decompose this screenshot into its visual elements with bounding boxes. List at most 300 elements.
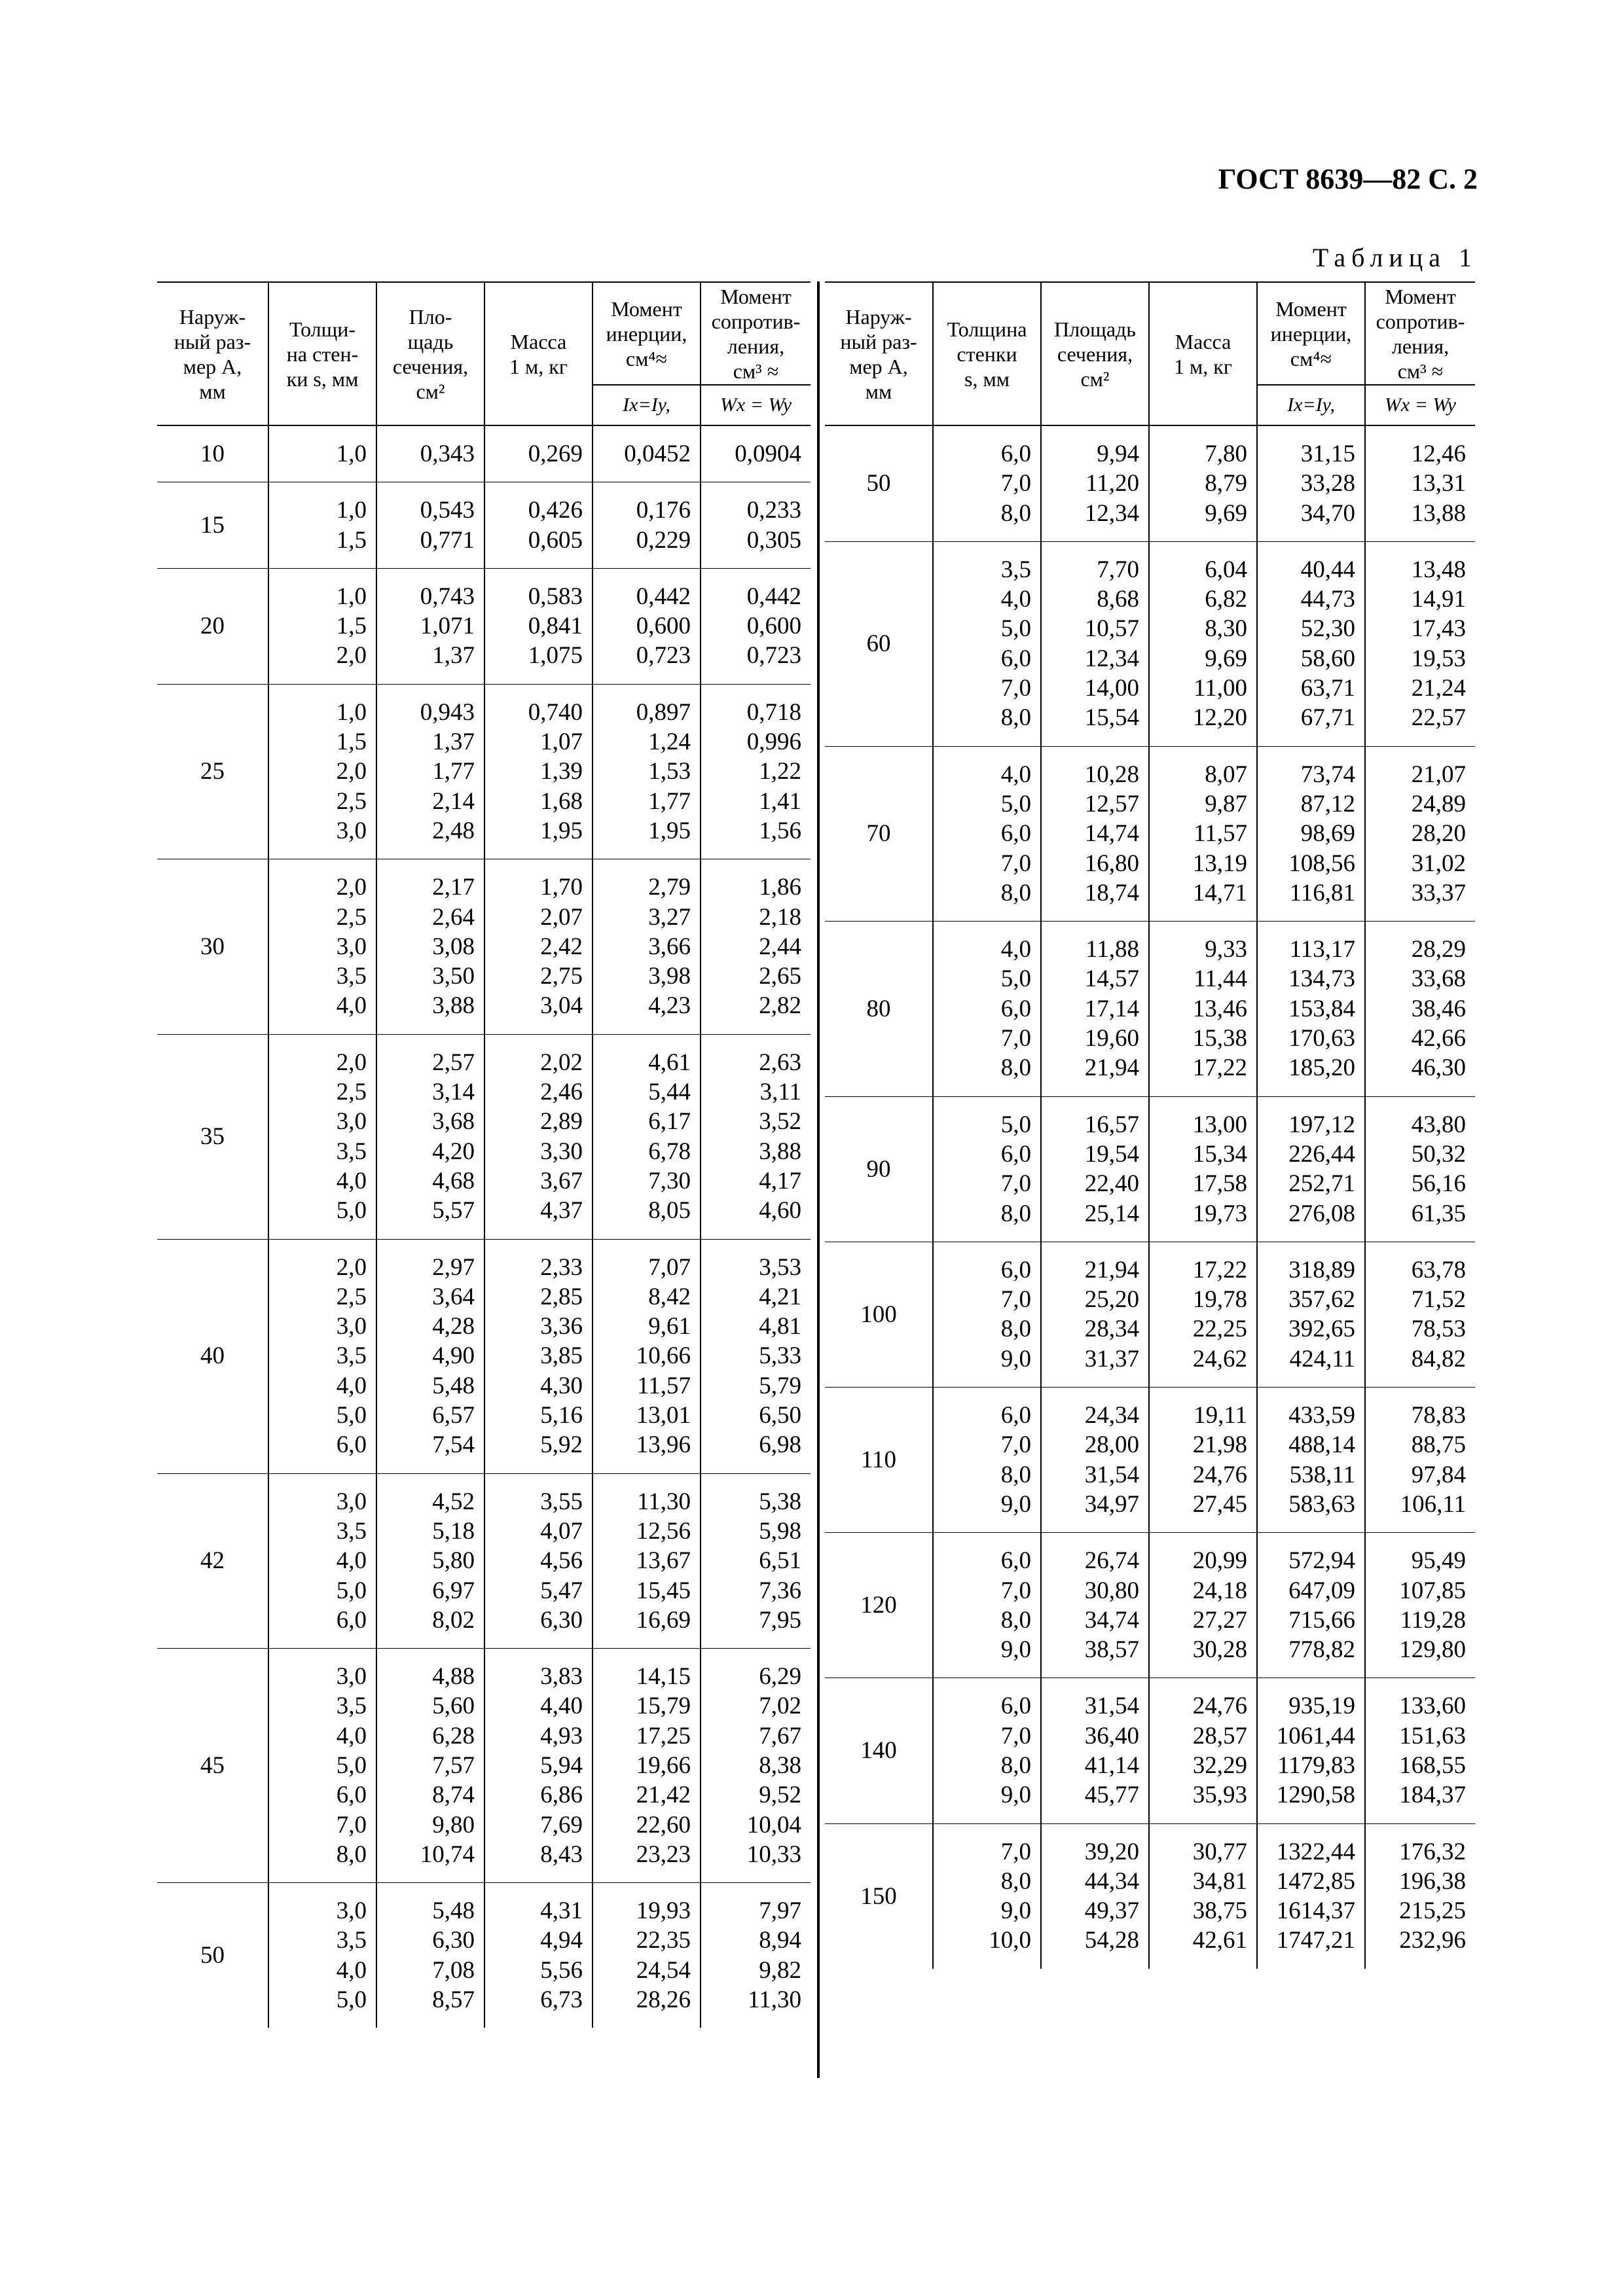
cell-outer-size: 100	[825, 1242, 933, 1387]
value-resistance: 5,98	[759, 1517, 801, 1545]
cell-section-area	[376, 1239, 484, 1473]
cell-mass	[484, 1649, 593, 1883]
value-mass: 5,94	[540, 1751, 583, 1779]
value-mass: 4,94	[540, 1927, 583, 1954]
value-mass: 19,11	[1194, 1402, 1247, 1429]
value-resistance: 19,53	[1411, 645, 1466, 672]
cell-mass	[484, 859, 593, 1034]
value-inertia: 67,71	[1300, 704, 1355, 732]
value-section-area: 18,74	[1084, 879, 1139, 906]
value-resistance: 50,32	[1411, 1140, 1466, 1168]
value-resistance: 196,38	[1399, 1867, 1466, 1895]
value-inertia: 1179,83	[1277, 1751, 1355, 1779]
value-inertia: 1,24	[648, 728, 691, 756]
cell-wall-thickness	[268, 684, 376, 859]
value-mass: 17,58	[1192, 1170, 1247, 1198]
value-inertia: 276,08	[1288, 1200, 1355, 1227]
value-inertia: 11,30	[637, 1488, 691, 1515]
value-resistance: 33,68	[1411, 965, 1466, 993]
value-inertia: 778,82	[1288, 1636, 1355, 1664]
value-inertia: 1061,44	[1276, 1722, 1355, 1749]
value-mass: 0,841	[528, 613, 583, 640]
cell-outer-size: 45	[157, 1649, 268, 1883]
value-resistance: 8,38	[759, 1751, 801, 1779]
col-resistance-sub: Wx = Wy	[1365, 385, 1475, 425]
cell-resistance	[1365, 1096, 1475, 1242]
cell-mass	[484, 568, 593, 684]
table-row	[825, 1096, 1475, 1242]
value-wall-thickness: 9,0	[1000, 1782, 1031, 1809]
cell-wall-thickness	[933, 1678, 1041, 1823]
value-resistance: 2,63	[759, 1049, 801, 1076]
cell-wall-thickness	[268, 568, 376, 684]
value-wall-thickness: 3,0	[336, 1108, 367, 1136]
cell-mass	[1149, 922, 1257, 1096]
cell-inertia	[593, 1883, 701, 2028]
value-wall-thickness: 3,5	[1000, 556, 1031, 583]
value-mass: 13,00	[1192, 1111, 1247, 1138]
value-section-area: 12,57	[1084, 790, 1139, 817]
value-section-area: 7,08	[432, 1956, 475, 1984]
value-mass: 9,87	[1205, 790, 1247, 817]
value-inertia: 170,63	[1288, 1025, 1355, 1052]
table-row	[157, 684, 811, 859]
value-resistance: 106,11	[1400, 1490, 1466, 1518]
value-wall-thickness: 8,0	[336, 1840, 367, 1868]
value-inertia: 4,61	[648, 1049, 691, 1076]
value-inertia: 197,12	[1288, 1111, 1355, 1138]
value-wall-thickness: 2,5	[336, 787, 367, 815]
value-resistance: 176,32	[1399, 1838, 1466, 1865]
value-wall-thickness: 8,0	[1000, 1200, 1031, 1227]
value-mass: 1,68	[540, 787, 583, 815]
value-section-area: 21,94	[1084, 1054, 1139, 1082]
value-wall-thickness: 6,0	[1000, 440, 1031, 467]
table-row	[157, 482, 811, 569]
value-mass: 11,57	[1194, 820, 1247, 848]
value-section-area: 49,37	[1084, 1897, 1139, 1925]
cell-outer-size: 40	[157, 1239, 268, 1473]
value-wall-thickness: 1,5	[336, 613, 367, 640]
value-wall-thickness: 6,0	[1000, 1256, 1031, 1283]
value-resistance: 17,43	[1411, 615, 1466, 643]
cell-section-area	[1041, 1096, 1149, 1242]
cell-inertia	[593, 568, 701, 684]
value-inertia: 1,77	[648, 787, 691, 815]
value-inertia: 0,897	[636, 698, 691, 726]
cell-wall-thickness	[933, 425, 1041, 541]
value-resistance: 13,88	[1411, 499, 1466, 527]
cell-wall-thickness	[268, 1649, 376, 1883]
value-section-area: 4,52	[432, 1488, 475, 1515]
value-mass: 2,46	[540, 1079, 583, 1106]
value-inertia: 3,98	[648, 963, 691, 990]
value-wall-thickness: 4,0	[1000, 586, 1031, 613]
cell-wall-thickness	[268, 1473, 376, 1648]
value-wall-thickness: 3,5	[336, 1517, 367, 1545]
value-wall-thickness: 5,0	[1000, 965, 1031, 993]
value-inertia: 0,442	[636, 583, 691, 610]
value-inertia: 8,05	[648, 1197, 691, 1225]
value-section-area: 2,64	[432, 903, 475, 931]
value-wall-thickness: 8,0	[1000, 499, 1031, 527]
cell-mass	[1149, 746, 1257, 921]
value-mass: 7,69	[540, 1811, 583, 1839]
value-wall-thickness: 7,0	[1000, 1577, 1031, 1604]
value-inertia: 252,71	[1288, 1170, 1355, 1198]
value-mass: 8,43	[540, 1840, 583, 1868]
value-inertia: 1322,44	[1276, 1838, 1355, 1865]
cell-resistance	[701, 1034, 811, 1239]
value-section-area: 9,94	[1097, 440, 1139, 467]
value-resistance: 33,37	[1411, 879, 1466, 906]
value-mass: 20,99	[1192, 1547, 1247, 1575]
value-section-area: 30,80	[1084, 1577, 1139, 1604]
value-inertia: 6,17	[648, 1108, 691, 1136]
col-resistance: Момент сопротив- ления, см³ ≈	[1365, 282, 1475, 385]
value-section-area: 36,40	[1084, 1722, 1139, 1749]
value-resistance: 12,46	[1411, 440, 1466, 467]
cell-section-area	[376, 859, 484, 1034]
cell-mass	[1149, 1678, 1257, 1823]
value-section-area: 4,88	[432, 1663, 475, 1691]
cell-mass	[484, 684, 593, 859]
value-wall-thickness: 3,0	[336, 1313, 367, 1340]
value-resistance: 0,600	[746, 613, 801, 640]
value-inertia: 34,70	[1300, 499, 1355, 527]
value-wall-thickness: 8,0	[1000, 1461, 1031, 1488]
left-table	[157, 281, 811, 2028]
value-wall-thickness: 7,0	[1000, 1286, 1031, 1314]
cell-inertia	[593, 684, 701, 859]
cell-mass	[484, 1473, 593, 1648]
value-resistance: 7,97	[759, 1897, 801, 1925]
value-resistance: 6,29	[759, 1663, 801, 1691]
value-resistance: 28,29	[1411, 936, 1466, 963]
cell-inertia	[1257, 1678, 1365, 1823]
value-section-area: 5,18	[432, 1517, 475, 1545]
value-mass: 19,73	[1192, 1200, 1247, 1227]
value-section-area: 0,343	[420, 440, 475, 467]
value-mass: 4,31	[540, 1897, 583, 1925]
value-wall-thickness: 6,0	[1000, 1140, 1031, 1168]
cell-resistance	[701, 482, 811, 569]
value-wall-thickness: 3,0	[336, 817, 367, 844]
col-resistance-sub: Wx = Wy	[701, 385, 811, 425]
cell-outer-size: 35	[157, 1034, 268, 1239]
value-inertia: 357,62	[1288, 1286, 1355, 1314]
value-inertia: 24,54	[636, 1956, 691, 1984]
value-mass: 3,04	[540, 992, 583, 1020]
value-section-area: 5,48	[432, 1372, 475, 1399]
value-section-area: 26,74	[1084, 1547, 1139, 1575]
value-inertia: 715,66	[1288, 1606, 1355, 1634]
value-section-area: 2,17	[432, 874, 475, 901]
value-inertia: 6,78	[648, 1138, 691, 1165]
value-resistance: 5,79	[759, 1372, 801, 1399]
col-inertia-sub: Ix=Iy,	[1257, 385, 1365, 425]
value-inertia: 113,17	[1289, 936, 1355, 963]
value-inertia: 1290,58	[1276, 1782, 1355, 1809]
value-inertia: 19,66	[636, 1751, 691, 1779]
value-section-area: 3,68	[432, 1108, 475, 1136]
value-resistance: 88,75	[1411, 1431, 1466, 1459]
value-mass: 0,605	[528, 526, 583, 554]
value-section-area: 6,30	[432, 1927, 475, 1954]
table-row	[157, 1034, 811, 1239]
value-mass: 27,45	[1192, 1490, 1247, 1518]
table-row	[825, 1388, 1475, 1533]
table-row	[825, 1242, 1475, 1387]
table-row	[825, 425, 1475, 541]
cell-wall-thickness	[933, 1823, 1041, 1969]
cell-section-area	[376, 1883, 484, 2028]
cell-mass	[484, 1034, 593, 1239]
value-mass: 0,583	[528, 583, 583, 610]
cell-outer-size: 80	[825, 922, 933, 1096]
value-resistance: 95,49	[1411, 1547, 1466, 1575]
value-resistance: 78,53	[1411, 1316, 1466, 1343]
value-resistance: 1,56	[759, 817, 801, 844]
value-section-area: 4,68	[432, 1167, 475, 1194]
value-section-area: 21,94	[1084, 1256, 1139, 1283]
value-section-area: 0,943	[420, 698, 475, 726]
cell-inertia	[593, 1239, 701, 1473]
cell-section-area	[1041, 922, 1149, 1096]
value-mass: 3,85	[540, 1342, 583, 1370]
cell-section-area	[1041, 1242, 1149, 1387]
cell-wall-thickness	[933, 541, 1041, 746]
value-inertia: 98,69	[1300, 820, 1355, 848]
value-resistance: 6,50	[759, 1402, 801, 1429]
value-resistance: 107,85	[1399, 1577, 1466, 1604]
value-resistance: 38,46	[1411, 995, 1466, 1022]
value-mass: 1,07	[540, 728, 583, 756]
value-resistance: 0,233	[746, 497, 801, 524]
cell-section-area	[376, 1473, 484, 1648]
value-wall-thickness: 6,0	[1000, 1693, 1031, 1720]
value-mass: 15,34	[1192, 1140, 1247, 1168]
value-inertia: 63,71	[1300, 675, 1355, 702]
col-outer-size: Наруж- ный раз- мер A, мм	[825, 282, 933, 425]
table-row	[157, 425, 811, 482]
cell-mass	[484, 1239, 593, 1473]
cell-wall-thickness	[933, 1533, 1041, 1678]
value-mass: 2,07	[540, 903, 583, 931]
value-resistance: 56,16	[1411, 1170, 1466, 1198]
col-resistance: Момент сопротив- ления, см³ ≈	[701, 282, 811, 385]
value-wall-thickness: 5,0	[336, 1751, 367, 1779]
value-resistance: 84,82	[1411, 1345, 1466, 1372]
value-mass: 1,70	[540, 874, 583, 901]
value-section-area: 34,97	[1084, 1490, 1139, 1518]
value-mass: 6,73	[540, 1986, 583, 2014]
value-mass: 38,75	[1192, 1897, 1247, 1925]
value-inertia: 19,93	[636, 1897, 691, 1925]
cell-resistance	[1365, 1678, 1475, 1823]
value-resistance: 6,51	[759, 1547, 801, 1575]
value-wall-thickness: 5,0	[1000, 615, 1031, 643]
value-wall-thickness: 4,0	[1000, 936, 1031, 963]
cell-wall-thickness	[268, 859, 376, 1034]
value-inertia: 3,27	[648, 903, 691, 931]
cell-section-area	[1041, 1678, 1149, 1823]
cell-inertia	[1257, 1242, 1365, 1387]
value-resistance: 42,66	[1411, 1025, 1466, 1052]
cell-resistance	[1365, 1533, 1475, 1678]
value-resistance: 10,04	[746, 1811, 801, 1839]
value-mass: 21,98	[1192, 1431, 1247, 1459]
value-inertia: 318,89	[1288, 1256, 1355, 1283]
value-mass: 2,33	[540, 1253, 583, 1281]
value-resistance: 0,442	[746, 583, 801, 610]
value-inertia: 3,66	[648, 933, 691, 960]
value-inertia: 153,84	[1288, 995, 1355, 1022]
cell-section-area	[376, 1034, 484, 1239]
value-inertia: 0,723	[636, 642, 691, 670]
value-section-area: 3,88	[432, 992, 475, 1020]
value-inertia: 22,60	[636, 1811, 691, 1839]
cell-inertia	[1257, 1388, 1365, 1533]
value-section-area: 14,00	[1084, 675, 1139, 702]
value-mass: 1,95	[540, 817, 583, 844]
table-row	[825, 1678, 1475, 1823]
value-resistance: 61,35	[1411, 1200, 1466, 1227]
value-resistance: 71,52	[1411, 1286, 1466, 1314]
value-section-area: 7,70	[1097, 556, 1139, 583]
cell-outer-size: 60	[825, 541, 933, 746]
value-wall-thickness: 8,0	[1000, 1316, 1031, 1343]
cell-resistance	[1365, 922, 1475, 1096]
value-inertia: 21,42	[636, 1782, 691, 1809]
value-wall-thickness: 4,0	[336, 1547, 367, 1575]
value-mass: 5,92	[540, 1431, 583, 1459]
value-section-area: 2,48	[432, 817, 475, 844]
value-wall-thickness: 3,0	[336, 1897, 367, 1925]
value-resistance: 7,36	[759, 1577, 801, 1604]
value-resistance: 13,31	[1411, 470, 1466, 497]
value-resistance: 0,996	[746, 728, 801, 756]
value-section-area: 6,28	[432, 1722, 475, 1749]
value-mass: 2,42	[540, 933, 583, 960]
cell-inertia	[1257, 1533, 1365, 1678]
value-wall-thickness: 3,5	[336, 1138, 367, 1165]
value-inertia: 392,65	[1288, 1316, 1355, 1343]
value-mass: 7,80	[1205, 440, 1247, 467]
value-wall-thickness: 10,0	[989, 1927, 1031, 1954]
value-wall-thickness: 4,0	[336, 1167, 367, 1194]
value-mass: 42,61	[1192, 1927, 1247, 1954]
value-mass: 19,78	[1192, 1286, 1247, 1314]
cell-section-area	[1041, 1823, 1149, 1969]
value-wall-thickness: 5,0	[1000, 790, 1031, 817]
value-wall-thickness: 7,0	[1000, 1025, 1031, 1052]
value-wall-thickness: 6,0	[1000, 820, 1031, 848]
value-mass: 6,82	[1205, 586, 1247, 613]
cell-mass	[1149, 541, 1257, 746]
cell-wall-thickness	[933, 746, 1041, 921]
table-row	[157, 1883, 811, 2028]
cell-wall-thickness	[268, 425, 376, 482]
cell-resistance	[1365, 1823, 1475, 1969]
col-inertia-sub: Ix=Iy,	[593, 385, 701, 425]
value-inertia: 0,176	[636, 497, 691, 524]
cell-resistance	[701, 684, 811, 859]
value-section-area: 10,28	[1084, 761, 1139, 788]
value-wall-thickness: 7,0	[1000, 675, 1031, 702]
value-section-area: 10,74	[420, 1840, 475, 1868]
left-table-body	[157, 425, 811, 2028]
value-inertia: 15,45	[636, 1577, 691, 1604]
value-section-area: 31,37	[1084, 1345, 1139, 1372]
value-wall-thickness: 6,0	[1000, 995, 1031, 1022]
value-inertia: 15,79	[636, 1693, 691, 1720]
cell-resistance	[701, 1473, 811, 1648]
value-inertia: 0,600	[636, 613, 691, 640]
cell-inertia	[1257, 1823, 1365, 1969]
col-mass: Масса 1 м, кг	[1149, 282, 1257, 425]
value-inertia: 1747,21	[1276, 1927, 1355, 1954]
value-mass: 4,93	[540, 1722, 583, 1749]
value-inertia: 134,73	[1288, 965, 1355, 993]
value-mass: 3,83	[540, 1663, 583, 1691]
value-wall-thickness: 2,5	[336, 903, 367, 931]
value-wall-thickness: 8,0	[1000, 1606, 1031, 1634]
value-section-area: 1,071	[420, 613, 475, 640]
value-wall-thickness: 7,0	[1000, 470, 1031, 497]
cell-outer-size: 120	[825, 1533, 933, 1678]
value-wall-thickness: 7,0	[1000, 1722, 1031, 1749]
cell-section-area	[376, 482, 484, 569]
cell-outer-size: 50	[157, 1883, 268, 2028]
value-resistance: 6,98	[759, 1431, 801, 1459]
value-mass: 32,29	[1192, 1751, 1247, 1779]
cell-section-area	[376, 1649, 484, 1883]
value-section-area: 19,54	[1084, 1140, 1139, 1168]
col-wall-thickness: Толщина стенки s, мм	[933, 282, 1041, 425]
value-mass: 4,37	[540, 1197, 583, 1225]
value-mass: 24,76	[1192, 1693, 1247, 1720]
value-resistance: 21,24	[1411, 675, 1466, 702]
value-mass: 2,02	[540, 1049, 583, 1076]
value-section-area: 3,14	[432, 1079, 475, 1106]
value-resistance: 43,80	[1411, 1111, 1466, 1138]
value-section-area: 10,57	[1084, 615, 1139, 643]
value-mass: 24,62	[1192, 1345, 1247, 1372]
value-section-area: 2,14	[432, 787, 475, 815]
value-section-area: 14,57	[1084, 965, 1139, 993]
cell-wall-thickness	[933, 1242, 1041, 1387]
value-inertia: 13,67	[636, 1547, 691, 1575]
value-mass: 17,22	[1192, 1054, 1247, 1082]
value-resistance: 2,82	[759, 992, 801, 1020]
value-resistance: 9,52	[759, 1782, 801, 1809]
value-inertia: 0,229	[636, 526, 691, 554]
cell-wall-thickness	[268, 1034, 376, 1239]
value-inertia: 538,11	[1289, 1461, 1355, 1488]
value-resistance: 3,52	[759, 1108, 801, 1136]
value-section-area: 16,57	[1084, 1111, 1139, 1138]
value-section-area: 1,37	[432, 642, 475, 670]
cell-mass	[484, 425, 593, 482]
value-wall-thickness: 1,0	[336, 440, 367, 467]
value-wall-thickness: 7,0	[1000, 1838, 1031, 1865]
table-row	[157, 859, 811, 1034]
value-inertia: 12,56	[636, 1517, 691, 1545]
page-header: ГОСТ 8639—82 С. 2	[1218, 163, 1478, 195]
value-wall-thickness: 4,0	[336, 1722, 367, 1749]
value-mass: 17,22	[1192, 1256, 1247, 1283]
